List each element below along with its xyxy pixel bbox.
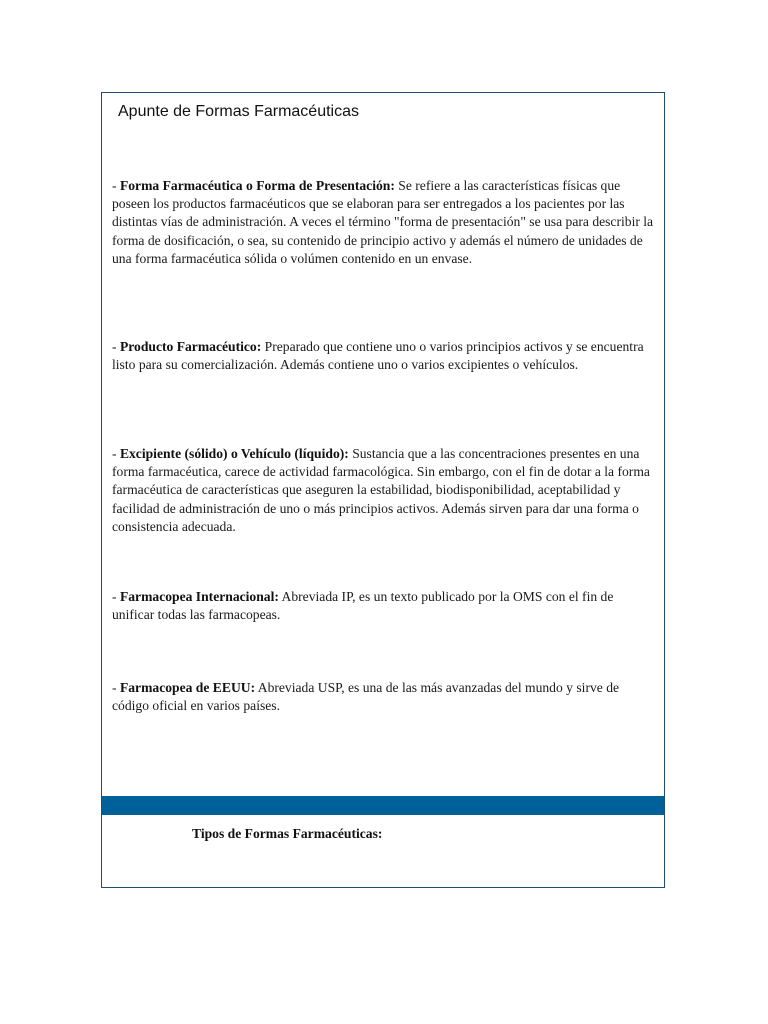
- document-page: [101, 92, 665, 888]
- definition-term: Farmacopea Internacional:: [119, 589, 279, 604]
- definition-text: Sustancia que a las concentraciones presentes en una forma farmacéutica, carece de actividad farmacológica. Sin embargo, con el fin de dotar a la forma farmacéutica de características que aseguren la estabilidad, biodisponibilidad, aceptabilidad y facilidad de administración de uno o más principios activos. Además sirven para dar una forma o consistencia adecuada.: [112, 446, 650, 534]
- definition-text: Abreviada USP, es una de las más avanzadas del mundo y sirve de código oficial en varios países.: [112, 680, 620, 714]
- definition-term: Producto Farmacéutico:: [119, 339, 262, 354]
- definition-prefix: -: [112, 589, 120, 604]
- definition-text: Se refiere a las características físicas que poseen los productos farmacéuticos que se elaboran para ser entregados a los pacientes por las distintas vías de administración. A veces el término "forma de presentación" se usa para describir la forma de dosificación, o sea, su contenido de principio activo y además el número de unidades de una forma farmacéutica sólida o volúmen contenido en un envase.: [112, 178, 654, 266]
- definition-producto-farmaceutico: [112, 338, 657, 374]
- document-title: Apunte de Formas Farmacéuticas: [118, 103, 359, 120]
- definition-text: Preparado que contiene uno o varios principios activos y se encuentra listo para su comercialización. Además contiene uno o varios excipientes o vehículos.: [112, 339, 644, 373]
- definition-term: Excipiente (sólido) o Vehículo (líquido):: [119, 446, 349, 461]
- definition-prefix: -: [112, 446, 120, 461]
- section-divider-band: [102, 796, 664, 815]
- definition-text: Abreviada IP, es un texto publicado por la OMS con el fin de unificar todas las farmacopeas.: [112, 589, 614, 623]
- definition-prefix: -: [112, 339, 120, 354]
- definition-prefix: -: [112, 178, 120, 193]
- definition-forma-farmaceutica: [112, 177, 657, 268]
- definition-prefix: -: [112, 680, 120, 695]
- definition-term: Farmacopea de EEUU:: [119, 680, 256, 695]
- definition-farmacopea-eeuu: [112, 679, 657, 715]
- definition-excipiente: [112, 445, 657, 536]
- definition-term: Forma Farmacéutica o Forma de Presentación:: [119, 178, 395, 193]
- types-heading: Tipos de Formas Farmacéuticas:: [192, 826, 383, 841]
- definition-farmacopea-internacional: [112, 588, 657, 624]
